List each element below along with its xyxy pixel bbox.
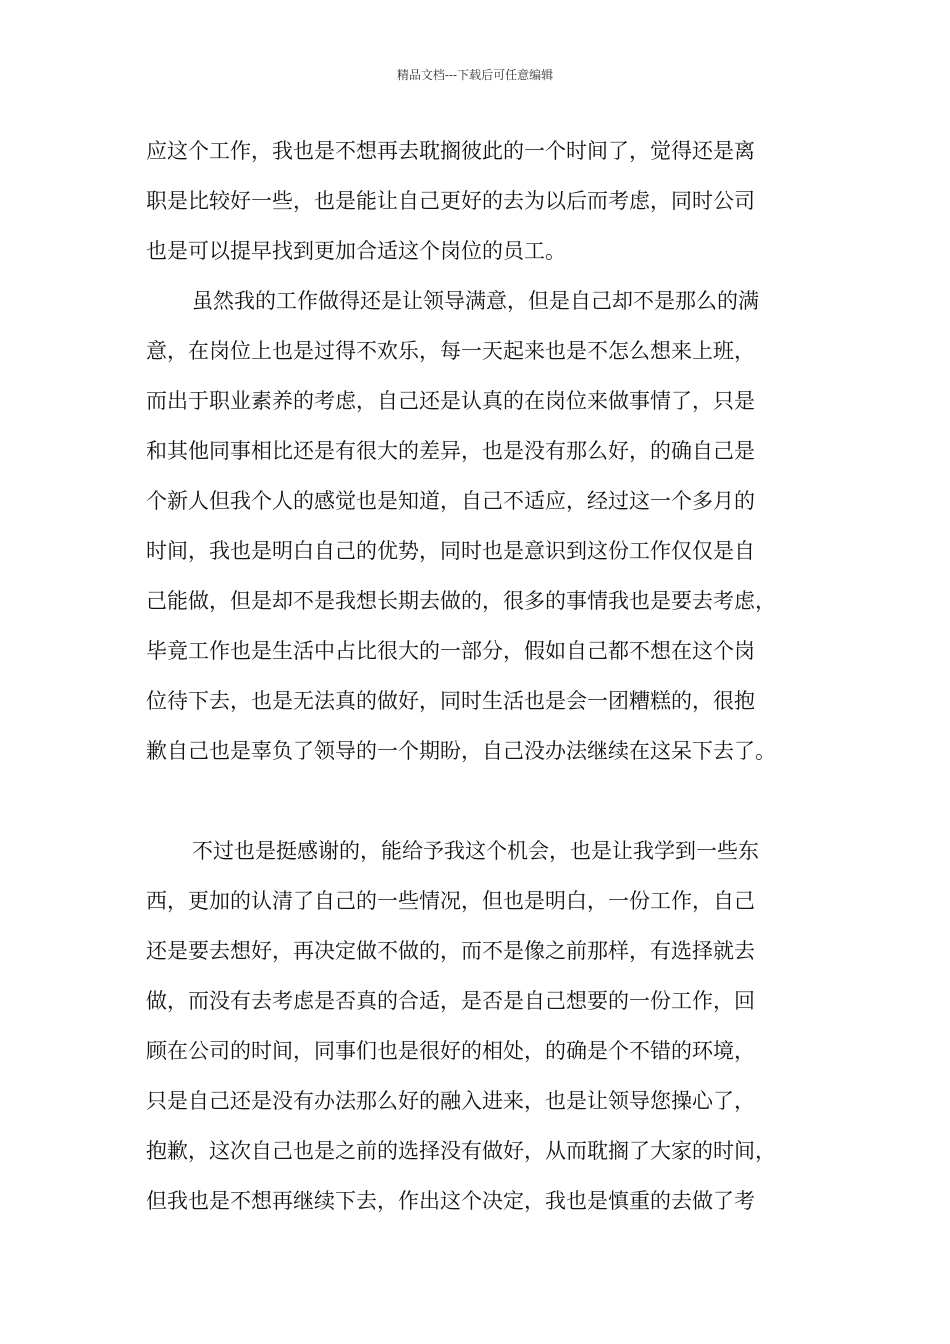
text-line: 而出于职业素养的考虑，自己还是认真的在岗位来做事情了，只是 bbox=[146, 389, 755, 413]
text-line: 但我也是不想再继续下去，作出这个决定，我也是慎重的去做了考 bbox=[146, 1189, 755, 1213]
text-line: 意，在岗位上也是过得不欢乐，每一天起来也是不怎么想来上班， bbox=[146, 339, 755, 363]
text-line: 职是比较好一些，也是能让自己更好的去为以后而考虑，同时公司 bbox=[146, 189, 755, 213]
text-line: 歉自己也是辜负了领导的一个期盼，自己没办法继续在这呆下去了。 bbox=[146, 739, 776, 763]
text-line: 毕竟工作也是生活中占比很大的一部分，假如自己都不想在这个岗 bbox=[146, 639, 755, 663]
text-line: 不过也是挺感谢的，能给予我这个机会，也是让我学到一些东 bbox=[192, 839, 759, 863]
text-line: 个新人但我个人的感觉也是知道，自己不适应，经过这一个多月的 bbox=[146, 489, 755, 513]
paragraph bbox=[146, 826, 826, 1226]
text-line: 时间，我也是明白自己的优势，同时也是意识到这份工作仅仅是自 bbox=[146, 539, 755, 563]
page-header: 精品文档---下载后可任意编辑 bbox=[396, 68, 554, 82]
text-line: 和其他同事相比还是有很大的差异，也是没有那么好，的确自己是 bbox=[146, 439, 755, 463]
text-line: 只是自己还是没有办法那么好的融入进来，也是让领导您操心了， bbox=[146, 1089, 755, 1113]
text-line: 己能做，但是却不是我想长期去做的，很多的事情我也是要去考虑， bbox=[146, 589, 776, 613]
paragraph-gap bbox=[146, 776, 826, 826]
text-line: 西，更加的认清了自己的一些情况，但也是明白，一份工作，自己 bbox=[146, 889, 755, 913]
paragraph bbox=[146, 126, 826, 276]
text-line: 还是要去想好，再决定做不做的，而不是像之前那样，有选择就去 bbox=[146, 939, 755, 963]
text-line: 抱歉，这次自己也是之前的选择没有做好，从而耽搁了大家的时间， bbox=[146, 1139, 776, 1163]
paragraph bbox=[146, 276, 826, 776]
text-line: 应这个工作，我也是不想再去耽搁彼此的一个时间了，觉得还是离 bbox=[146, 139, 755, 163]
text-line: 虽然我的工作做得还是让领导满意，但是自己却不是那么的满 bbox=[192, 289, 759, 313]
text-line: 做，而没有去考虑是否真的合适，是否是自己想要的一份工作，回 bbox=[146, 989, 755, 1013]
text-line: 位待下去，也是无法真的做好，同时生活也是会一团糟糕的，很抱 bbox=[146, 689, 755, 713]
text-line: 顾在公司的时间，同事们也是很好的相处，的确是个不错的环境， bbox=[146, 1039, 755, 1063]
text-line: 也是可以提早找到更加合适这个岗位的员工。 bbox=[146, 239, 566, 263]
document-body bbox=[146, 126, 826, 1226]
